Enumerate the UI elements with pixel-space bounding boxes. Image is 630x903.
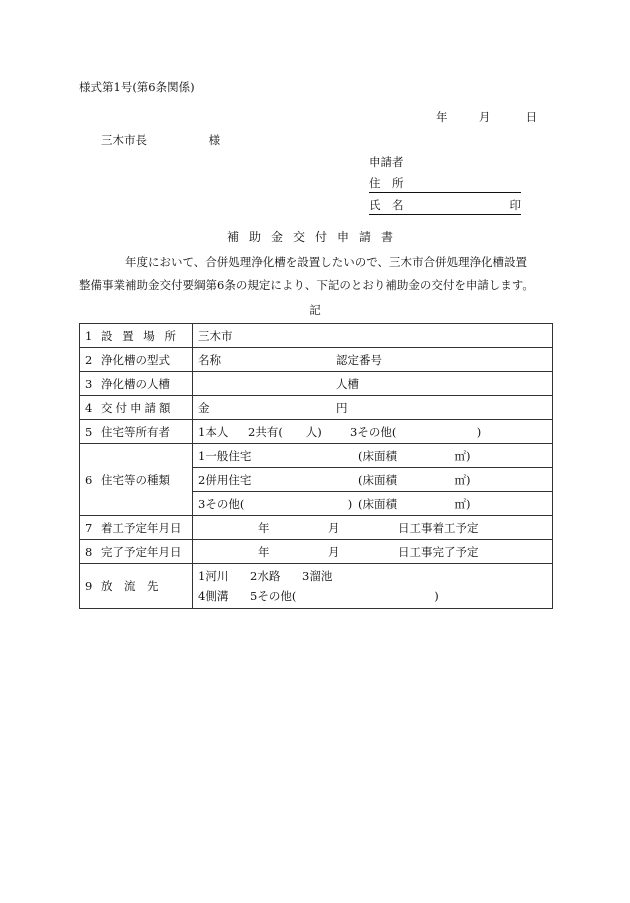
grant-amount-cell: 金 円	[193, 396, 553, 420]
tank-capacity-cell: 人槽	[193, 372, 553, 396]
document-title: 補助金交付申請書	[226, 230, 403, 244]
address-label: 住 所	[369, 176, 404, 190]
addressee-name: 三木市長	[101, 133, 147, 147]
table-row	[80, 444, 553, 468]
applicant-label: 申請者	[369, 155, 404, 169]
row-label: 3 浄化槽の人槽	[80, 372, 193, 396]
date-day: 日	[525, 110, 538, 124]
row-label: 4 交付申請額	[80, 396, 193, 420]
row-label: 7 着工予定年月日	[80, 516, 193, 540]
row-label: 5 住宅等所有者	[80, 420, 193, 444]
body-line-2: 整備事業補助金交付要綱第6条の規定により、下記のとおり補助金の交付を申請します。	[79, 278, 534, 292]
row-label: 1 設 置 場 所	[80, 324, 193, 348]
addressee	[101, 135, 220, 147]
housing-type-sub-1: 1一般住宅 (床面積 ㎡)	[193, 444, 553, 468]
table-row	[80, 540, 553, 564]
owner-cell: 1本人 2共有( 人) 3その他( )	[193, 420, 553, 444]
housing-type-sub-2: 2併用住宅 (床面積 ㎡)	[193, 468, 553, 492]
discharge-destination-cell: 1河川 2水路 3溜池 4側溝 5その他( )	[193, 564, 553, 609]
tank-model-cell: 名称 認定番号	[193, 348, 553, 372]
date-line	[436, 112, 537, 124]
name-label: 氏 名	[369, 198, 404, 212]
table-row	[80, 372, 553, 396]
address-line	[369, 178, 521, 193]
table-row	[80, 396, 553, 420]
installation-location-cell: 三木市	[193, 324, 553, 348]
row-label: 8 完了予定年月日	[80, 540, 193, 564]
completion-date-cell: 年 月 日工事完了予定	[193, 540, 553, 564]
table-row	[80, 348, 553, 372]
table-row	[80, 516, 553, 540]
row-label: 9 放 流 先	[80, 564, 193, 609]
date-year: 年	[436, 110, 448, 124]
form-number: 様式第1号(第6条関係)	[79, 80, 195, 94]
name-line	[369, 200, 521, 215]
table-row	[80, 564, 553, 609]
addressee-honorific: 様	[208, 133, 221, 147]
table-row	[80, 324, 553, 348]
table-row	[80, 420, 553, 444]
body-line-1: 年度において、合併処理浄化槽を設置したいので、三木市合併処理浄化槽設置	[125, 255, 528, 269]
row-label: 6 住宅等の種類	[80, 444, 193, 516]
date-month: 月	[478, 110, 491, 124]
start-date-cell: 年 月 日工事着工予定	[193, 516, 553, 540]
body-text	[79, 251, 554, 297]
application-table	[79, 323, 553, 609]
row-label: 2 浄化槽の型式	[80, 348, 193, 372]
ki-heading: 記	[309, 303, 321, 317]
housing-type-sub-3: 3その他( ) (床面積 ㎡)	[193, 492, 553, 516]
seal-mark: 印	[509, 198, 521, 212]
